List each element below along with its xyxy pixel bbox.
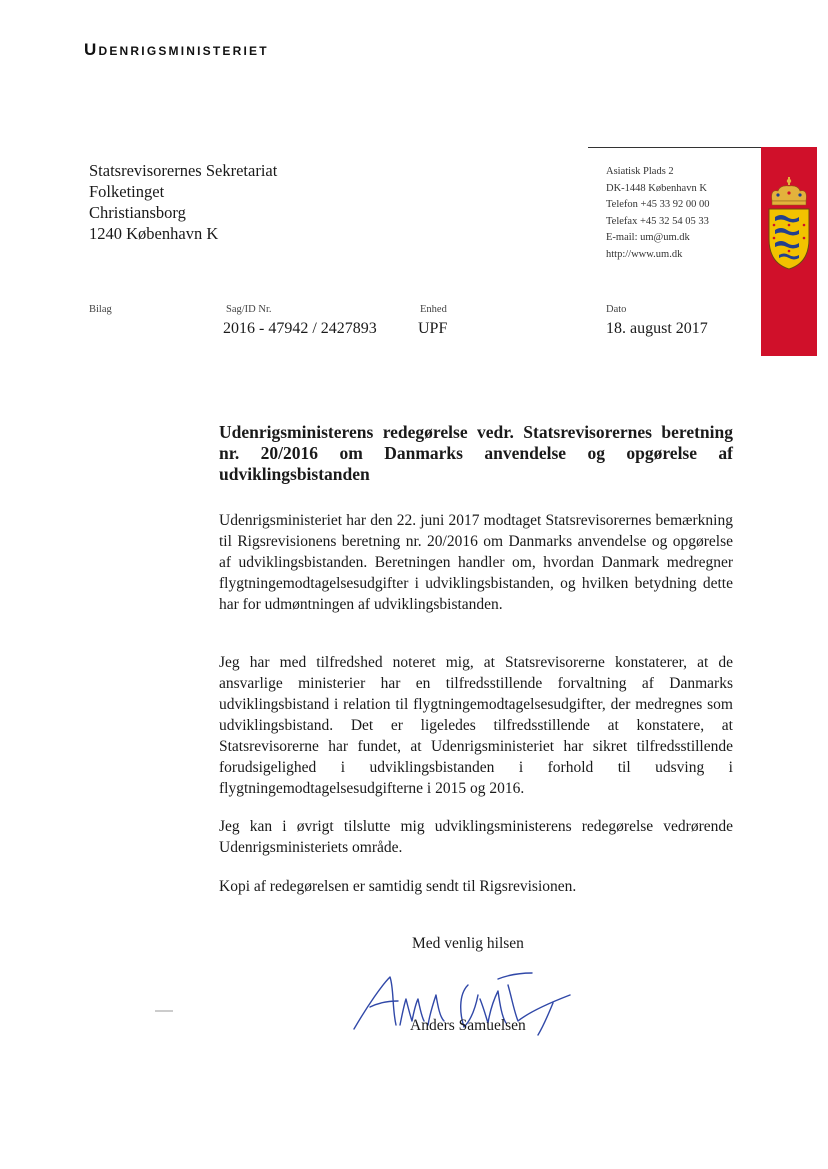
recipient-address <box>89 160 277 244</box>
sender-divider <box>588 147 761 148</box>
case-id-value: 2016 - 47942 / 2427893 <box>223 320 377 337</box>
bilag-label: Bilag <box>89 304 112 315</box>
recipient-line: Christiansborg <box>89 203 186 222</box>
body-paragraph-4: Kopi af redegørelsen er samtidig sendt til Rigsrevisionen. <box>219 878 577 895</box>
signatory-name: Anders Samuelsen <box>410 1017 526 1034</box>
date-label: Dato <box>606 304 627 315</box>
case-id-label: Sag/ID Nr. <box>226 304 272 315</box>
red-banner <box>761 147 817 356</box>
sender-line: Telefon +45 33 92 00 00 <box>606 199 710 210</box>
ministry-letterhead: Udenrigsministeriet <box>84 40 269 59</box>
date-value: 18. august 2017 <box>606 320 708 337</box>
sender-line: Asiatisk Plads 2 <box>606 166 674 177</box>
unit-label: Enhed <box>420 304 447 315</box>
recipient-line: 1240 København K <box>89 224 219 243</box>
sender-email: E-mail: um@um.dk <box>606 232 690 243</box>
recipient-line: Folketinget <box>89 182 165 201</box>
letter-subject: Udenrigsministerens redegørelse vedr. Statsrevisorernes beretning nr. 20/2016 om Danmarks anvendelse og opgørelse af udviklingsbistanden <box>219 422 733 484</box>
body-paragraph-3: Jeg kan i øvrigt tilslutte mig udviklingsministerens redegørelse vedrørende Udenrigsministeriets område. <box>219 818 733 856</box>
unit-value: UPF <box>418 320 448 337</box>
sender-line: Telefax +45 32 54 05 33 <box>606 215 709 227</box>
sender-line: DK-1448 København K <box>606 182 707 194</box>
sender-website: http://www.um.dk <box>606 248 683 260</box>
coat-of-arms-icon <box>766 175 812 271</box>
closing-greeting: Med venlig hilsen <box>412 935 524 952</box>
recipient-line: Statsrevisorernes Sekretariat <box>89 161 278 180</box>
body-paragraph-2: Jeg har med tilfredshed noteret mig, at Statsrevisorerne konstaterer, at de ansvarlige ministerier har en tilfredsstillende forvaltning af Danmarks udviklingsbistand i relation til flygtningemodtagelsesudgifter, der medregnes som udviklingsbistand. Det er ligeledes tilfredsstillende at konstatere, at Statsrevisorerne har fundet, at Udenrigsministeriet har sikret tilfredsstillende forudsigelighed i udviklingsbistanden i forhold til udsving i flygtningemodtagelsesudgifterne i 2015 og 2016. <box>219 654 733 797</box>
scan-mark <box>155 1010 173 1012</box>
body-paragraph-1: Udenrigsministeriet har den 22. juni 2017 modtaget Statsrevisorernes bemærkning til Rigsrevisionens beretning nr. 20/2016 om Danmarks anvendelse og opgørelse af udviklingsbistanden. Beretningen handler om, hvordan Danmark medregner flygtningemodtagelsesudgifter i udviklingsbistanden, og hvilken betydning dette har for udmøntningen af udviklingsbistanden. <box>219 512 733 613</box>
sender-address <box>606 164 709 263</box>
